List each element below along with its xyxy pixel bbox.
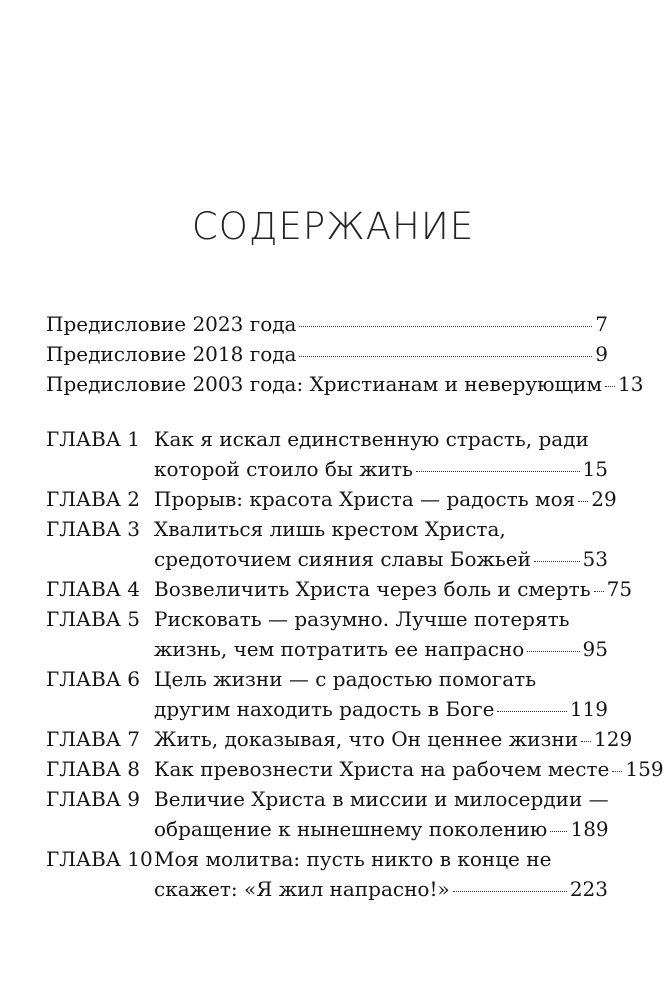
chapter-title-last-line (154, 544, 608, 574)
toc-page-number: 15 (582, 457, 608, 481)
toc-page-number: 189 (570, 817, 609, 841)
preface-list (46, 309, 644, 399)
chapter-number: ГЛАВА 7 (46, 727, 141, 751)
toc-entry-label: Предисловие 2003 года: Христианам и неверующим (46, 372, 603, 396)
dot-leader (578, 501, 588, 502)
dot-leader (534, 561, 580, 562)
dot-leader (527, 651, 579, 652)
toc-page-number: 95 (582, 637, 608, 661)
chapter-number: ГЛАВА 10 (46, 847, 153, 871)
chapter-title-last-line (154, 484, 617, 514)
chapter-title-line: Как я искал единственную страсть, ради (154, 427, 589, 451)
toc-entry-label: обращение к нынешнему поколению (154, 817, 548, 841)
section-gap (46, 399, 608, 424)
toc-page-number: 29 (591, 487, 617, 511)
chapter-number: ГЛАВА 5 (46, 607, 141, 631)
toc-entry-label: Жить, доказывая, что Он ценнее жизни (154, 727, 579, 751)
toc-entry-label: Предисловие 2018 года (46, 342, 297, 366)
chapter-title-last-line (154, 574, 632, 604)
chapter-number: ГЛАВА 4 (46, 577, 141, 601)
toc-page-number: 7 (595, 312, 608, 336)
dot-leader (605, 386, 615, 387)
table-of-contents (46, 309, 664, 904)
toc-entry-label: Прорыв: красота Христа — радость моя (154, 487, 576, 511)
toc-entry-preface-2023 (46, 309, 608, 339)
dot-leader (594, 591, 604, 592)
toc-entry-chapter-1 (46, 424, 608, 484)
toc-entry-label: Предисловие 2023 года (46, 312, 297, 336)
dot-leader (453, 891, 567, 892)
toc-entry-chapter-3 (46, 514, 608, 574)
dot-leader (416, 471, 580, 472)
chapter-title-line: Рисковать — разумно. Лучше потерять (154, 607, 570, 631)
toc-page-number: 75 (606, 577, 633, 601)
dot-leader (299, 356, 592, 357)
toc-entry-label: другим находить радость в Боге (154, 697, 495, 721)
chapter-number: ГЛАВА 1 (46, 427, 141, 451)
chapter-title-last-line (154, 454, 608, 484)
toc-entry-chapter-4 (46, 574, 633, 604)
toc-entry-chapter-7 (46, 724, 633, 754)
toc-page-number: 9 (595, 342, 608, 366)
toc-entry-label: средоточием сияния славы Божьей (154, 547, 531, 571)
toc-page-number: 119 (569, 697, 608, 721)
dot-leader (581, 741, 591, 742)
toc-page-number: 129 (594, 727, 633, 751)
dot-leader (550, 831, 567, 832)
toc-entry-preface-2018 (46, 339, 608, 369)
chapter-title-last-line (154, 694, 608, 724)
toc-page-number: 223 (569, 877, 608, 901)
chapter-title-line: Моя молитва: пусть никто в конце не (154, 847, 552, 871)
chapter-title-last-line (154, 754, 664, 784)
toc-entry-chapter-5 (46, 604, 608, 664)
dot-leader (299, 326, 592, 327)
chapter-title-last-line (154, 814, 609, 844)
toc-entry-chapter-10 (46, 844, 608, 904)
chapter-number: ГЛАВА 3 (46, 517, 141, 541)
toc-page-number: 13 (618, 372, 644, 396)
chapter-number: ГЛАВА 8 (46, 757, 141, 781)
toc-entry-label: жизнь, чем потратить ее напрасно (154, 637, 525, 661)
chapter-title-line: Хвалиться лишь крестом Христа, (154, 517, 506, 541)
dot-leader (497, 711, 566, 712)
toc-entry-label: Как превознести Христа на рабочем месте (154, 757, 610, 781)
page-title: СОДЕРЖАНИЕ (191, 205, 475, 248)
chapter-number: ГЛАВА 9 (46, 787, 141, 811)
toc-entry-chapter-6 (46, 664, 608, 724)
chapter-title-line: Цель жизни — с радостью помогать (154, 667, 537, 691)
toc-entry-label: Возвеличить Христа через боль и смерть (154, 577, 591, 601)
toc-entry-chapter-8 (46, 754, 664, 784)
chapter-title-last-line (154, 874, 608, 904)
toc-page-number: 159 (625, 757, 664, 781)
toc-entry-chapter-9 (46, 784, 608, 844)
chapter-title-last-line (154, 724, 632, 754)
chapter-title-last-line (154, 634, 608, 664)
toc-page-number: 53 (582, 547, 608, 571)
chapter-number: ГЛАВА 2 (46, 487, 141, 511)
toc-entry-preface-2003 (46, 369, 644, 399)
toc-entry-chapter-2 (46, 484, 617, 514)
chapter-number: ГЛАВА 6 (46, 667, 141, 691)
toc-entry-label: скажет: «Я жил напрасно!» (154, 877, 450, 901)
chapter-title-line: Величие Христа в миссии и милосердии — (154, 787, 609, 811)
dot-leader (612, 771, 622, 772)
toc-entry-label: которой стоило бы жить (154, 457, 413, 481)
chapter-list (46, 424, 664, 904)
